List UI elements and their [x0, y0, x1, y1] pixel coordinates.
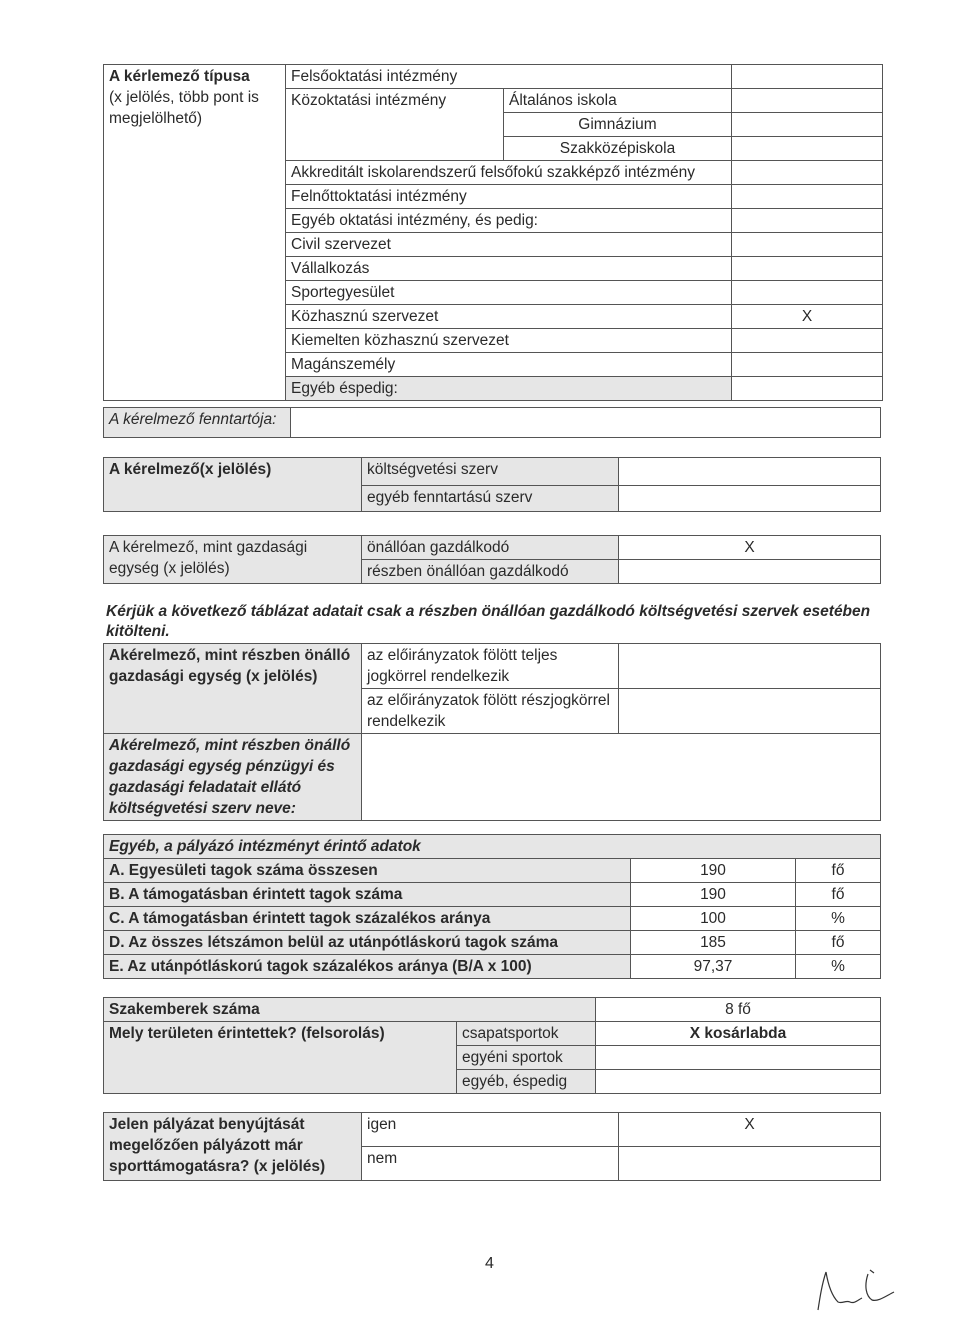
experts-area-option: csapatsportok: [457, 1022, 596, 1046]
type-row: Civil szervezet: [286, 233, 732, 257]
type-mark-cell: [732, 353, 883, 377]
type-row: Kiemelten közhasznú szervezet: [286, 329, 732, 353]
partial-unit-label: Akérelmező, mint részben önálló gazdasági egység (x jelölés): [104, 644, 362, 734]
other-data-label: C. A támogatásban érintett tagok százalékos aránya: [104, 907, 631, 931]
type-mark-cell: [732, 377, 883, 401]
type-row: Felsőoktatási intézmény: [286, 65, 732, 89]
economic-unit-table: [103, 535, 881, 584]
type-mark-cell: [732, 161, 883, 185]
experts-count-value: 8 fő: [596, 998, 881, 1022]
other-data-label: A. Egyesületi tagok száma összesen: [104, 859, 631, 883]
experts-area-mark: X kosárlabda: [596, 1022, 881, 1046]
page-number: 4: [485, 1255, 494, 1272]
experts-area-mark-empty: [596, 1070, 881, 1094]
type-mark-cell: [732, 233, 883, 257]
partial-unit-mark: [619, 644, 881, 689]
experts-area-mark-empty: [596, 1046, 881, 1070]
applicant-type-label: [104, 65, 286, 401]
other-data-unit: %: [796, 955, 881, 979]
previous-option: igen: [362, 1113, 619, 1147]
type-subrow: Általános iskola: [504, 89, 732, 113]
experts-table: [103, 997, 881, 1094]
previous-label: Jelen pályázat benyújtását megelőzően pályázott már sporttámogatásra? (x jelölés): [104, 1113, 362, 1181]
applicant-kind-table: [103, 457, 881, 512]
economic-unit-label: A kérelmező, mint gazdasági egység (x jelölés): [104, 536, 362, 584]
type-row: Magánszemély: [286, 353, 732, 377]
other-data-unit: fő: [796, 883, 881, 907]
experts-areas-label: Mely területen érintettek? (felsorolás): [104, 1022, 457, 1094]
economic-unit-mark-empty: [619, 560, 881, 584]
other-data-label: E. Az utánpótláskorú tagok százalékos aránya (B/A x 100): [104, 955, 631, 979]
finance-body-value: [362, 734, 881, 821]
type-mark-public-benefit: X: [732, 305, 883, 329]
type-mark-cell: [732, 113, 883, 137]
type-mark-cell: [732, 185, 883, 209]
maintainer-label: A kérelmező fenntartója:: [104, 408, 291, 438]
experts-area-option: egyéni sportok: [457, 1046, 596, 1070]
experts-count-label: Szakemberek száma: [104, 998, 596, 1022]
previous-table: [103, 1112, 881, 1181]
type-subrow: Gimnázium: [504, 113, 732, 137]
partial-unit-option: az előirányzatok fölött teljes jogkörrel rendelkezik: [362, 644, 619, 689]
type-row: Egyéb éspedig:: [286, 377, 732, 401]
other-data-value: 100: [631, 907, 796, 931]
other-data-table: [103, 834, 881, 979]
applicant-kind-mark: [619, 486, 881, 512]
type-row: Akkreditált iskolarendszerű felsőfokú szakképző intézmény: [286, 161, 732, 185]
partial-unit-table: [103, 643, 881, 821]
partial-unit-option: az előirányzatok fölött részjogkörrel rendelkezik: [362, 689, 619, 734]
type-mark-cell: [732, 257, 883, 281]
applicant-kind-option: egyéb fenntartású szerv: [362, 486, 619, 512]
signature-icon: [808, 1262, 898, 1312]
applicant-type-note: (x jelölés, több pont is megjelölhető): [109, 89, 259, 127]
partial-unit-mark: [619, 689, 881, 734]
other-data-value: 190: [631, 859, 796, 883]
other-data-header: Egyéb, a pályázó intézményt érintő adatok: [104, 835, 881, 859]
type-mark-cell: [732, 281, 883, 305]
type-row: Sportegyesület: [286, 281, 732, 305]
type-row: Egyéb oktatási intézmény, és pedig:: [286, 209, 732, 233]
type-mark-cell: [732, 329, 883, 353]
other-data-value: 97,37: [631, 955, 796, 979]
type-mark-cell: [732, 89, 883, 113]
type-mark-cell: [732, 65, 883, 89]
other-data-label: B. A támogatásban érintett tagok száma: [104, 883, 631, 907]
previous-option: nem: [362, 1147, 619, 1181]
applicant-kind-label: A kérelmező(x jelölés): [104, 458, 362, 512]
type-row: Közoktatási intézmény: [286, 89, 504, 161]
type-mark-cell: [732, 137, 883, 161]
other-data-unit: fő: [796, 859, 881, 883]
applicant-type-title: A kérlemező típusa: [109, 68, 250, 85]
previous-mark-empty: [619, 1147, 881, 1181]
instruction-note: Kérjük a következő táblázat adatait csak a részben önállóan gazdálkodó költségvetési szervek esetében kitölteni.: [106, 603, 871, 640]
other-data-value: 185: [631, 931, 796, 955]
maintainer-table: [103, 407, 881, 438]
type-row: Felnőttoktatási intézmény: [286, 185, 732, 209]
type-row: Vállalkozás: [286, 257, 732, 281]
applicant-kind-option: költségvetési szerv: [362, 458, 619, 486]
type-subrow: Szakközépiskola: [504, 137, 732, 161]
other-data-value: 190: [631, 883, 796, 907]
experts-area-option: egyéb, éspedig: [457, 1070, 596, 1094]
other-data-label: D. Az összes létszámon belül az utánpótláskorú tagok száma: [104, 931, 631, 955]
type-row: Közhasznú szervezet: [286, 305, 732, 329]
other-data-unit: %: [796, 907, 881, 931]
economic-unit-option: részben önállóan gazdálkodó: [362, 560, 619, 584]
finance-body-label: Akérelmező, mint részben önálló gazdasági egység pénzügyi és gazdasági feladatait ellátó költségvetési szerv neve:: [104, 734, 362, 821]
economic-unit-option: önállóan gazdálkodó: [362, 536, 619, 560]
economic-unit-mark: X: [619, 536, 881, 560]
applicant-type-table: [103, 64, 883, 401]
previous-mark: X: [619, 1113, 881, 1147]
other-data-unit: fő: [796, 931, 881, 955]
type-mark-cell: [732, 209, 883, 233]
maintainer-value: [291, 408, 881, 438]
applicant-kind-mark: [619, 458, 881, 486]
